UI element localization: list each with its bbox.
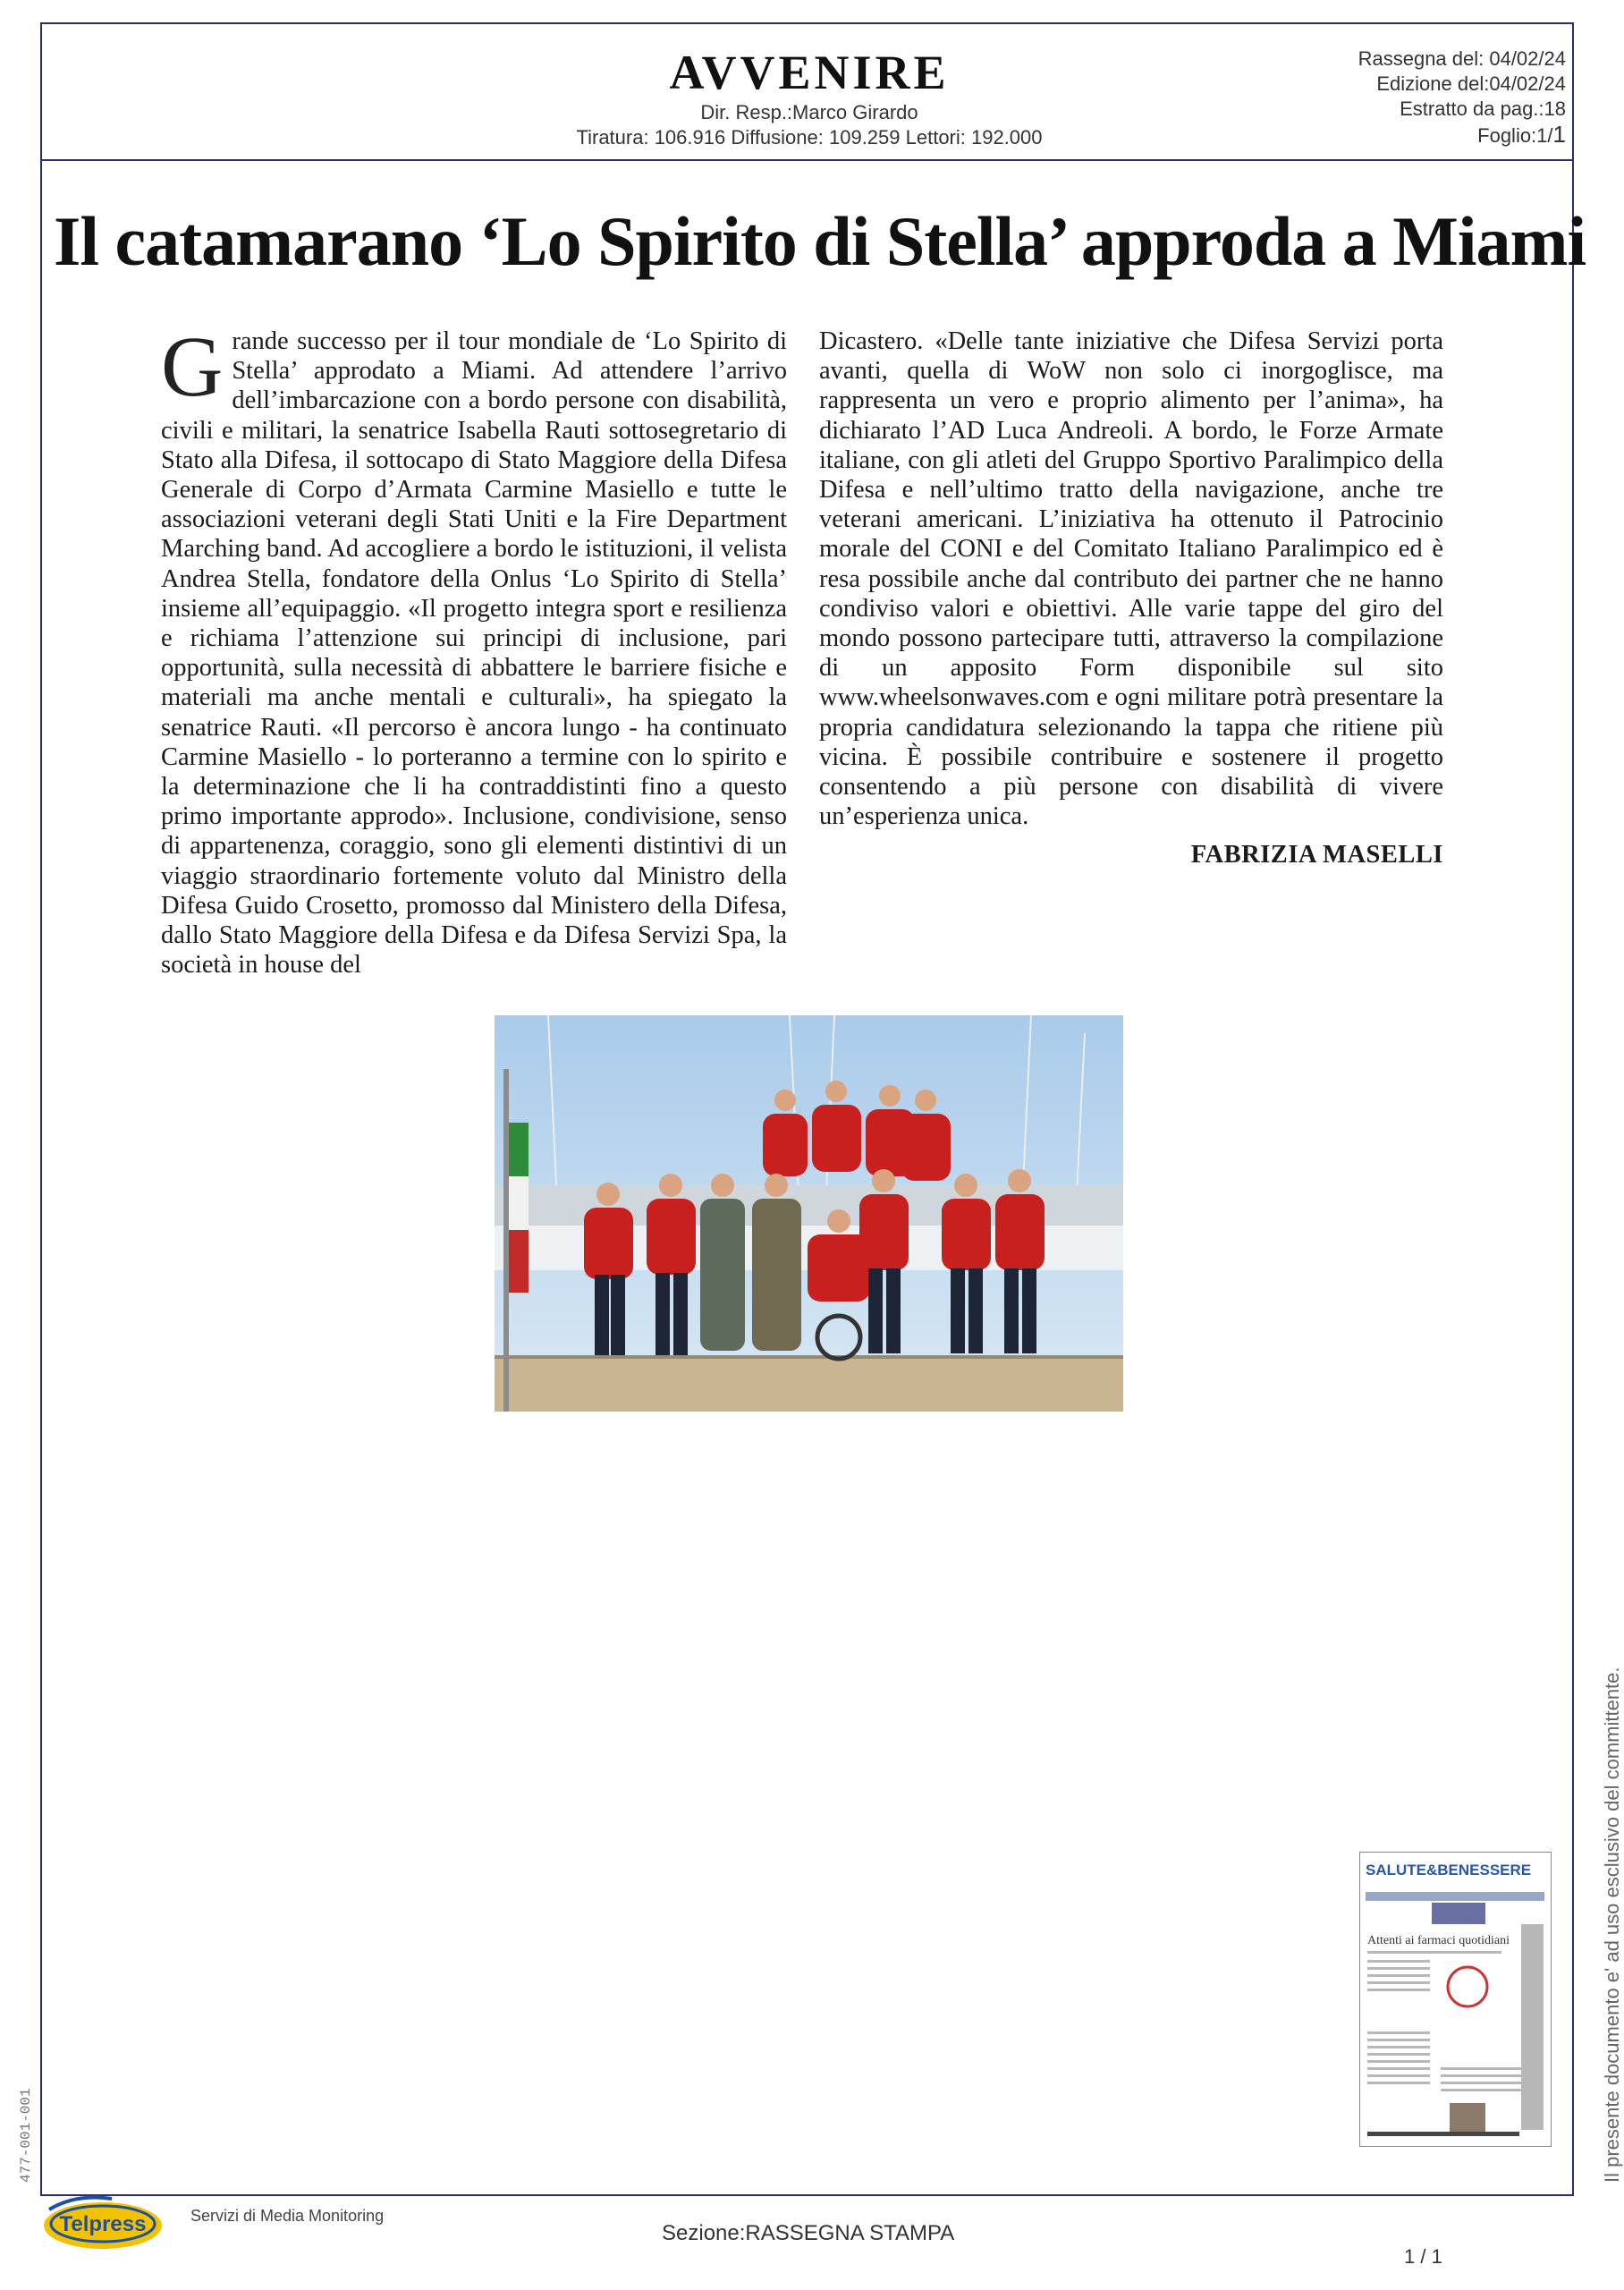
press-review-meta: [1271, 47, 1566, 148]
document-id: 477-001-001: [18, 2088, 34, 2183]
telpress-logo-text: Telpress: [59, 2212, 147, 2236]
footer-service: Servizi di Media Monitoring: [190, 2207, 385, 2225]
drop-cap: G: [161, 318, 224, 414]
sheet-number: Foglio:1/1: [1477, 121, 1566, 148]
circulation-line: Tiratura: 106.916 Diffusione: 109.259 Lettori: 192.000: [576, 126, 1043, 148]
page-thumbnail: [1359, 1852, 1552, 2147]
director-line: Dir. Resp.:Marco Girardo: [700, 101, 918, 123]
article-column-right: [819, 327, 1443, 870]
footer-section: Sezione:RASSEGNA STAMPA: [662, 2221, 955, 2245]
thumbnail-header: [1360, 1853, 1551, 1888]
extract-page: Estratto da pag.:18: [1400, 98, 1566, 120]
article-headline: Il catamarano ‘Lo Spirito di Stella’ approda a Miami: [54, 202, 1586, 280]
header-divider: [40, 159, 1574, 161]
article-column-left: [161, 318, 787, 980]
thumbnail-page-preview: [1360, 1888, 1551, 2146]
article-body-left: rande successo per il tour mondiale de ‘Lo Spirito di Stella’ approdato a Miami. Ad attendere l’arrivo dell’imbarcazione con a bordo persone con disabilità, civili e militari, la senatrice Isabella Rauti sottosegretario di Stato alla Difesa, il sottocapo di Stato Maggiore della Difesa Generale di Corpo d’Armata Carmine Masiello e tutte le associazioni veterani degli Stati Uniti e la Fire Department Marching band. Ad accogliere a bordo le istituzioni, il velista Andrea Stella, fondatore della Onlus ‘Lo Spirito di Stella’ insieme all’equipaggio. «Il progetto integra sport e resilienza e richiama l’attenzione sui principi di inclusione, pari opportunità, sulla necessità di abbattere le barriere fisiche e materiali ma anche mentali e culturali», ha spiegato la senatrice Rauti. «Il percorso è ancora lungo - ha continuato Carmine Masiello - lo porteranno a termine con lo spirito e la determinazione che li ha contraddistinti fino a questo primo importante approdo». Inclusione, condivisione, senso di appartenenza, coraggio, sono gli elementi distintivi di un viaggio straordinario fortemente voluto dal Ministro della Difesa Guido Crosetto, promosso dal Ministero della Difesa, dallo Stato Maggiore della Difesa e da Difesa Servizi Spa, la società in house del: [161, 327, 787, 980]
article-byline: FABRIZIA MASELLI: [1190, 841, 1443, 869]
thumbnail-headline: Attenti ai farmaci quotidiani: [1367, 1934, 1510, 1947]
telpress-logo: [40, 2192, 174, 2254]
newspaper-title: AVVENIRE: [669, 46, 950, 99]
usage-note: Il presente documento e' ad uso esclusivo del committente.: [1601, 1667, 1623, 2183]
edition-date: Edizione del:04/02/24: [1376, 72, 1566, 95]
article-body-right: Dicastero. «Delle tante iniziative che Difesa Servizi porta avanti, quella di WoW non solo ci inorgoglisce, ma rappresenta un vero e proprio alimento per l’anima», ha dichiarato l’AD Luca Andreoli. A bordo, le Forze Armate italiane, con gli atleti del Gruppo Sportivo Paralimpico della Difesa e nell’ultimo tratto della navigazione, anche tre veterani americani. L’iniziativa ha ottenuto il Patrocinio morale del CONI e del Comitato Italiano Paralimpico ed è resa possibile anche dal contributo dei partner che ne hanno condiviso valori e obiettivi. Alle varie tappe del giro del mondo possono partecipare tutti, attraverso la compilazione di un apposito Form disponibile sul sito www.wheelsonwaves.com e ogni militare potrà presentare la propria candidatura selezionando la tappa che ritiene più vicina. È possibile contribuire e sostenere il progetto consentendo a più persone con disabilità di vivere un’esperienza unica.: [819, 327, 1443, 831]
masthead: [501, 45, 1118, 150]
footer-page-number: 1 / 1: [1404, 2245, 1442, 2268]
thumbnail-logo: SALUTE&BENESSERE: [1366, 1862, 1532, 1879]
article-photo: [495, 1015, 1123, 1412]
rassegna-date: Rassegna del: 04/02/24: [1358, 47, 1566, 70]
